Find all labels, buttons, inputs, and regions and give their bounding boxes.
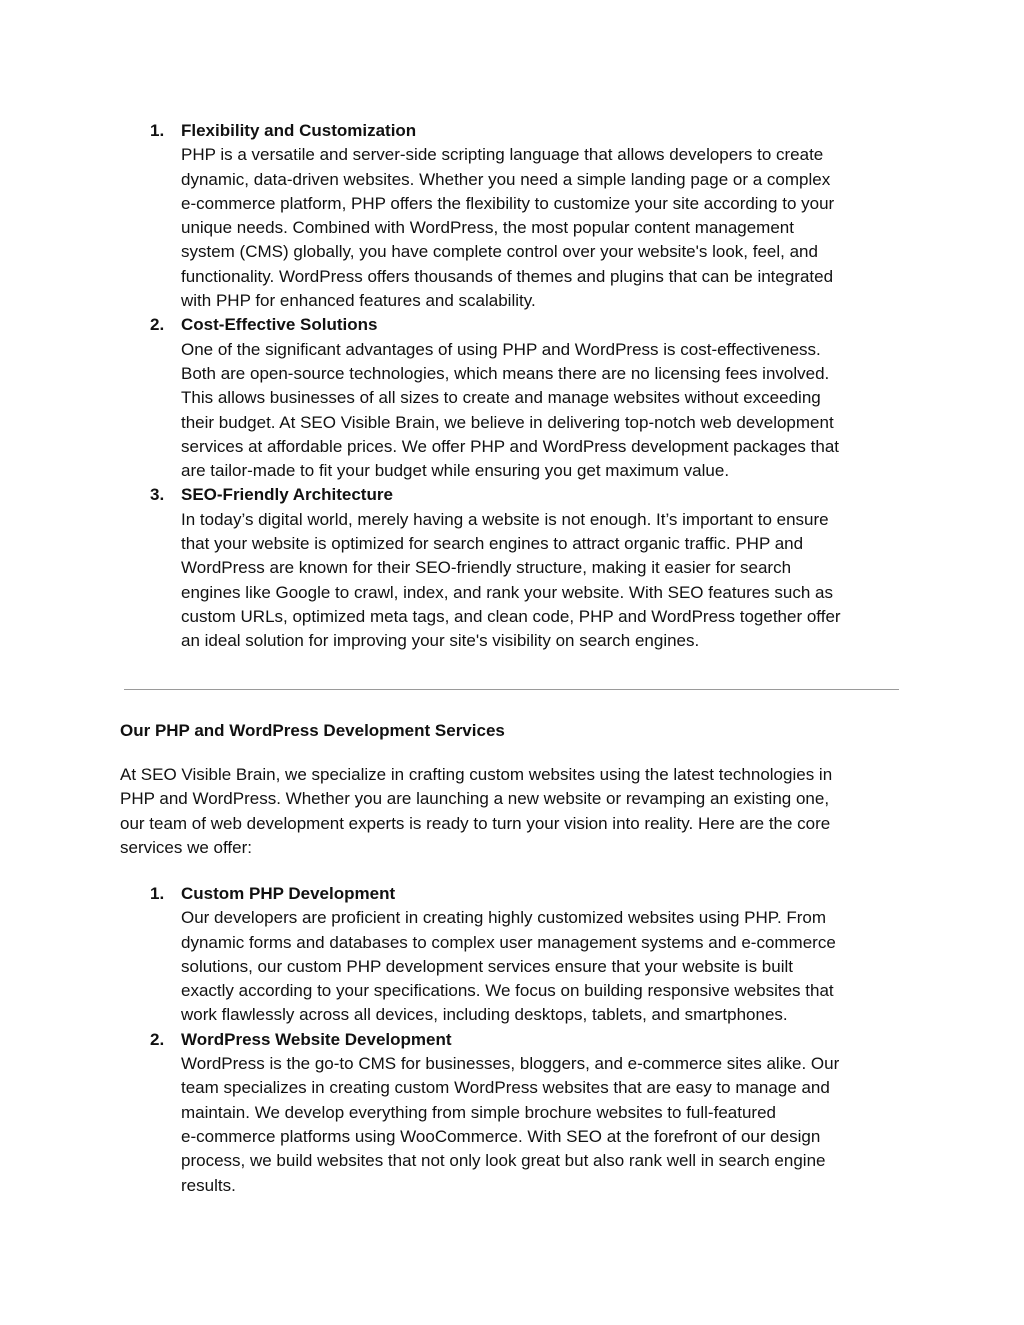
- list-item-title: Cost-Effective Solutions: [181, 315, 378, 335]
- list-item-number: 3.: [150, 485, 165, 505]
- services-list: [0, 882, 1024, 1198]
- list-item: [0, 1028, 901, 1198]
- list-item-body: WordPress is the go-to CMS for businesses, bloggers, and e-commerce sites alike. Our team specializes in creating custom WordPress websites that are easy to manage and maintain. We develop everything from simple brochure websites to full-featured e-commerce platforms using WooCommerce. With SEO at the forefront of our design process, we build websites that not only look great but also rank well in search engine results.: [181, 1054, 840, 1195]
- list-item: [0, 313, 901, 483]
- section-divider: [124, 689, 899, 690]
- list-item-title: Custom PHP Development: [181, 884, 396, 903]
- list-item-title: WordPress Website Development: [181, 1029, 452, 1049]
- list-item-body: PHP is a versatile and server-side scripting language that allows developers to create dynamic, data-driven websites. Whether you need a simple landing page or a complex e-commerce platform, PHP offers the flexibility to customize your site according to your unique needs. Combined with WordPress, the most popular content management system (CMS) globally, you have complete control over your website's look, feel, and functionality. WordPress offers thousands of themes and plugins that can be integrated with PHP for enhanced features and scalability.: [181, 145, 835, 311]
- list-item-body: One of the significant advantages of using PHP and WordPress is cost-effectiveness. Both are open-source technologies, which means there are no licensing fees involved. This allows businesses of all sizes to create and manage websites without exceeding their budget. At SEO Visible Brain, we believe in delivering top-notch web development services at affordable prices. We offer PHP and WordPress development packages that are tailor-made to fit your budget while ensuring you get maximum value.: [181, 339, 840, 481]
- services-intro-paragraph: At SEO Visible Brain, we specialize in crafting custom websites using the latest technologies in PHP and WordPress. Whether you are launching a new website or revamping an existing one, our team of web development experts is ready to turn your vision into reality. Here are the core services we offer:: [120, 765, 833, 857]
- list-item: [0, 882, 901, 1028]
- list-item-number: 2.: [150, 315, 165, 335]
- list-item-number: 2.: [150, 1029, 165, 1049]
- list-item-title: SEO-Friendly Architecture: [181, 485, 393, 505]
- benefits-list: [0, 119, 1024, 654]
- list-item-body: In today’s digital world, merely having a website is not enough. It’s important to ensure that your website is optimized for search engines to attract organic traffic. PHP and WordPress are known for their SEO-friendly structure, making it easier for search engines like Google to crawl, index, and rank your website. With SEO features such as custom URLs, optimized meta tags, and clean code, PHP and WordPress together offer an ideal solution for improving your site's visibility on search engines.: [181, 509, 841, 651]
- list-item: [0, 119, 901, 313]
- list-item-number: 1.: [150, 884, 165, 903]
- list-item-number: 1.: [150, 121, 165, 140]
- list-item-title: Flexibility and Customization: [181, 121, 417, 140]
- section-heading: Our PHP and WordPress Development Services: [120, 721, 505, 740]
- list-item: [0, 483, 901, 653]
- list-item-body: Our developers are proficient in creating highly customized websites using PHP. From dynamic forms and databases to complex user management systems and e-commerce solutions, our custom PHP development services ensure that your website is built exactly according to your specifications. We focus on building responsive websites that work flawlessly across all devices, including desktops, tablets, and smartphones.: [181, 908, 836, 1025]
